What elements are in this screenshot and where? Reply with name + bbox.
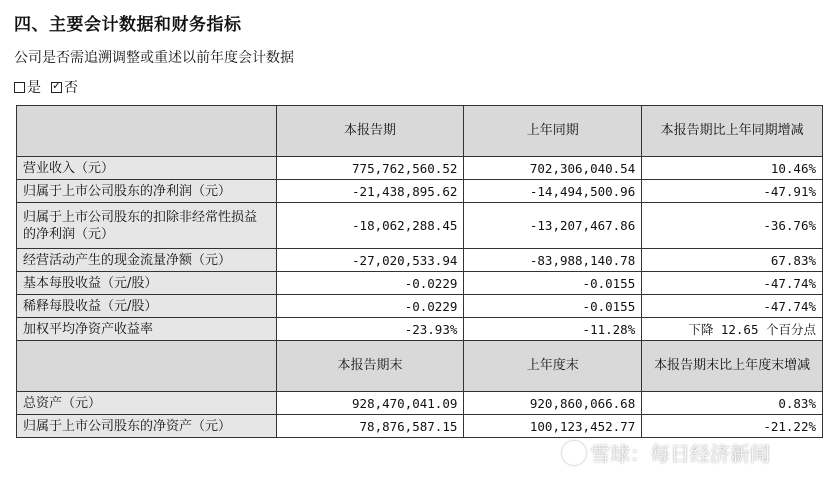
- watermark-text: 雪球：每日经济新闻: [590, 442, 770, 466]
- checkbox-unchecked-icon[interactable]: [14, 82, 25, 93]
- current-value: -21,438,895.62: [276, 180, 464, 203]
- change-value: 10.46%: [642, 157, 823, 180]
- previous-value: -14,494,500.96: [464, 180, 642, 203]
- table-row: [17, 318, 823, 341]
- header-period-end: 本报告期末: [276, 341, 464, 392]
- header-blank-cell: [17, 106, 277, 157]
- row-label: 经营活动产生的现金流量净额（元）: [17, 249, 277, 272]
- watermark: [562, 438, 770, 467]
- row-label: 加权平均净资产收益率: [17, 318, 277, 341]
- table-header-row: [17, 341, 823, 392]
- restatement-choices: [14, 77, 78, 97]
- table-row: [17, 415, 823, 438]
- header-current-period: 本报告期: [276, 106, 464, 157]
- row-label: 基本每股收益（元/股）: [17, 272, 277, 295]
- row-label: 归属于上市公司股东的净利润（元）: [17, 180, 277, 203]
- change-value: -21.22%: [642, 415, 823, 438]
- row-label: 营业收入（元）: [17, 157, 277, 180]
- current-value: 928,470,041.09: [276, 392, 464, 415]
- header-previous-year-end: 上年度末: [464, 341, 642, 392]
- choice-yes[interactable]: [14, 77, 41, 97]
- table-row: [17, 249, 823, 272]
- header-blank-cell: [17, 341, 277, 392]
- row-label: 总资产（元）: [17, 392, 277, 415]
- table-row: [17, 180, 823, 203]
- financial-indicators-table: [16, 105, 823, 438]
- previous-value: 702,306,040.54: [464, 157, 642, 180]
- change-value: -47.74%: [642, 272, 823, 295]
- current-value: -0.0229: [276, 272, 464, 295]
- current-value: -27,020,533.94: [276, 249, 464, 272]
- previous-value: 920,860,066.68: [464, 392, 642, 415]
- current-value: -23.93%: [276, 318, 464, 341]
- current-value: 775,762,560.52: [276, 157, 464, 180]
- previous-value: -0.0155: [464, 272, 642, 295]
- change-value: -47.74%: [642, 295, 823, 318]
- header-previous-period: 上年同期: [464, 106, 642, 157]
- previous-value: -83,988,140.78: [464, 249, 642, 272]
- change-value: -36.76%: [642, 203, 823, 249]
- checkbox-checked-icon[interactable]: [51, 82, 62, 93]
- header-change: 本报告期比上年同期增减: [642, 106, 823, 157]
- change-value: 下降 12.65 个百分点: [642, 318, 823, 341]
- choice-no-label: 否: [64, 80, 78, 96]
- header-change: 本报告期末比上年度末增减: [642, 341, 823, 392]
- previous-value: 100,123,452.77: [464, 415, 642, 438]
- change-value: -47.91%: [642, 180, 823, 203]
- row-label: 稀释每股收益（元/股）: [17, 295, 277, 318]
- table-row: [17, 392, 823, 415]
- table-row: [17, 203, 823, 249]
- table-row: [17, 272, 823, 295]
- change-value: 0.83%: [642, 392, 823, 415]
- table-row: [17, 157, 823, 180]
- current-value: -0.0229: [276, 295, 464, 318]
- previous-value: -13,207,467.86: [464, 203, 642, 249]
- current-value: -18,062,288.45: [276, 203, 464, 249]
- choice-yes-label: 是: [27, 80, 41, 96]
- choice-no[interactable]: [51, 77, 78, 97]
- table-row: [17, 295, 823, 318]
- table-header-row: [17, 106, 823, 157]
- row-label: 归属于上市公司股东的净资产（元）: [17, 415, 277, 438]
- row-label: 归属于上市公司股东的扣除非经常性损益的净利润（元）: [17, 203, 277, 249]
- section-title: 四、主要会计数据和财务指标: [14, 15, 242, 35]
- restatement-question: 公司是否需追溯调整或重述以前年度会计数据: [14, 50, 294, 66]
- change-value: 67.83%: [642, 249, 823, 272]
- previous-value: -11.28%: [464, 318, 642, 341]
- current-value: 78,876,587.15: [276, 415, 464, 438]
- previous-value: -0.0155: [464, 295, 642, 318]
- snowball-logo-icon: [562, 441, 586, 465]
